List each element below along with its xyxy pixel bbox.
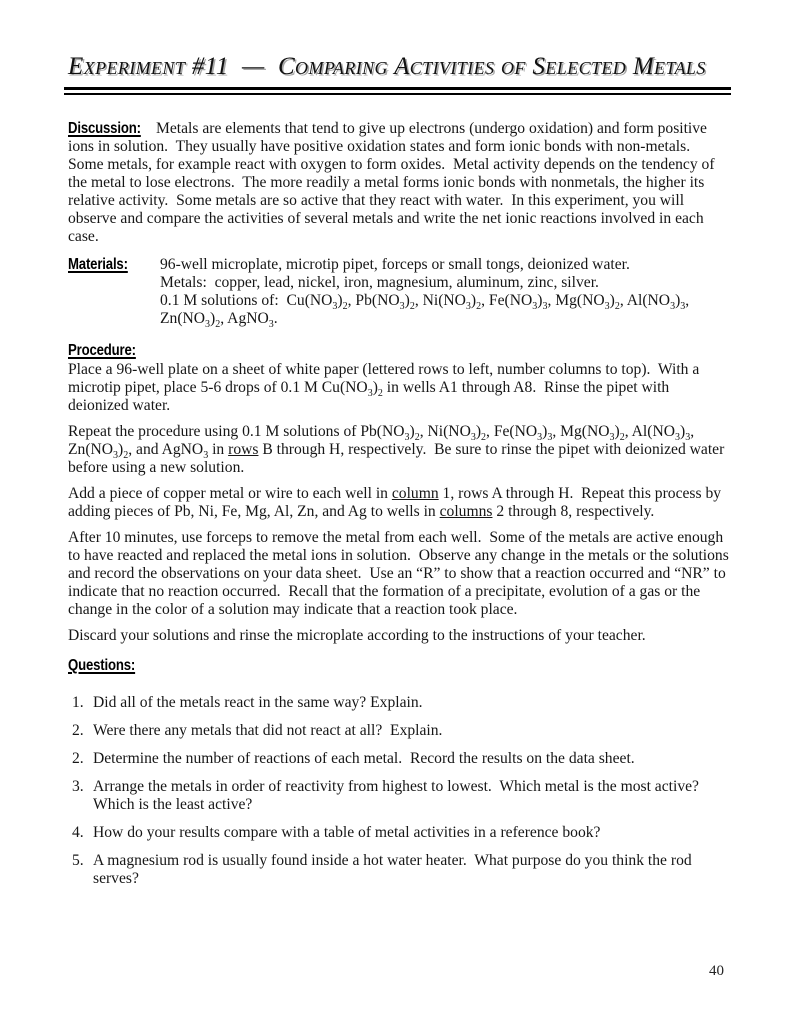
procedure-paragraph-1: Place a 96-well plate on a sheet of white paper (lettered rows to left, number columns to top). With a microtip pipet, place 5-6 drops of 0.1 M $Cu(NO_3)_2$ in wells A1 through A8. Rinse the pipet with deionized water.	[68, 361, 704, 414]
question-item	[68, 824, 731, 842]
questions-heading: Questions:	[68, 657, 136, 674]
materials-content	[160, 256, 731, 331]
question-text: Determine the number of reactions of each metal. Record the results on the data sheet.	[93, 750, 635, 767]
materials-section	[68, 256, 731, 331]
materials-heading: Materials:	[68, 256, 128, 273]
procedure-paragraph-4: After 10 minutes, use forceps to remove the metal from each well. Some of the metals are active enough to have reacted and replaced the metal ions in solution. Observe any change in the metals or the solutions and record the observations on your data sheet. Use an “R” to show that a reaction occurred and “NR” to indicate that no reaction occurred. Recall that the formation of a precipitate, evolution of a gas or the change in the color of a solution may indicate that a reaction took place.	[68, 529, 733, 618]
question-text: A magnesium rod is usually found inside a hot water heater. What purpose do you think the rod serves?	[93, 852, 696, 887]
procedure-paragraph-2: Repeat the procedure using 0.1 M solutions of $Pb(NO_3)_2$, $Ni(NO_3)_2$, $Fe(NO_3)_3$, $Mg(NO_3)_2$, $Al(NO_3)_3$, $Zn(NO_3)_2$, and AgNO$_3$ in rows B through H, respectively. Be sure to rinse the pipet with deionized water before using a new solution.	[68, 423, 729, 476]
question-number: 2.	[72, 750, 84, 767]
page-title: Experiment #11 — Comparing Activities of Selected Metals	[68, 53, 706, 80]
question-item	[68, 722, 731, 740]
title-rule-top	[64, 87, 731, 90]
materials-line: 96-well microplate, microtip pipet, forceps or small tongs, deionized water.	[160, 256, 630, 273]
procedure-paragraph-3: Add a piece of copper metal or wire to each well in column 1, rows A through H. Repeat this process by adding pieces of Pb, Ni, Fe, Mg, Al, Zn, and Ag to wells in columns 2 through 8, respectively.	[68, 485, 725, 520]
page-number: 40	[709, 963, 724, 979]
question-number: 5.	[72, 852, 84, 869]
question-text: Were there any metals that did not react at all? Explain.	[93, 722, 443, 739]
procedure-paragraph-5: Discard your solutions and rinse the microplate according to the instructions of your teacher.	[68, 627, 646, 644]
procedure-section	[68, 361, 731, 645]
discussion-heading: Discussion:	[68, 120, 141, 137]
question-number: 4.	[72, 824, 84, 841]
discussion-text: Metals are elements that tend to give up electrons (undergo oxidation) and form positive ions in solution. They usually have positive oxidation states and form ionic bonds with non-metals. Some metals, for example react with oxygen to form oxides. Metal activity depends on the tendency of the metal to lose electrons. The more readily a metal forms ionic bonds with nonmetals, the higher its relative activity. Some metals are so active that they react with water. In this experiment, you will observe and compare the activities of several metals and write the net ionic reactions involved in each case.	[68, 120, 719, 245]
title-block	[68, 52, 731, 95]
question-item	[68, 694, 731, 712]
question-number: 1.	[72, 694, 84, 711]
question-text: How do your results compare with a table of metal activities in a reference book?	[93, 824, 601, 841]
question-item	[68, 778, 731, 814]
title-rule-bottom	[64, 93, 731, 95]
question-text: Did all of the metals react in the same way? Explain.	[93, 694, 423, 711]
question-text: Arrange the metals in order of reactivity from highest to lowest. Which metal is the most active? Which is the least active?	[93, 778, 707, 813]
procedure-heading: Procedure:	[68, 342, 136, 359]
question-number: 2.	[72, 722, 84, 739]
questions-section	[68, 694, 731, 888]
question-item	[68, 750, 731, 768]
materials-line: Metals: copper, lead, nickel, iron, magnesium, aluminum, zinc, silver.	[160, 274, 599, 291]
question-item	[68, 852, 731, 888]
discussion-section	[68, 120, 731, 246]
question-number: 3.	[72, 778, 84, 795]
materials-line: 0.1 M solutions of: $Cu(NO_3)_2$, $Pb(NO_3)_2$, $Ni(NO_3)_2$, $Fe(NO_3)_3$, $Mg(NO_3)_2$, $Al(NO_3)_3$, $Zn(NO_3)_2$, AgNO$_3$.	[160, 292, 694, 331]
